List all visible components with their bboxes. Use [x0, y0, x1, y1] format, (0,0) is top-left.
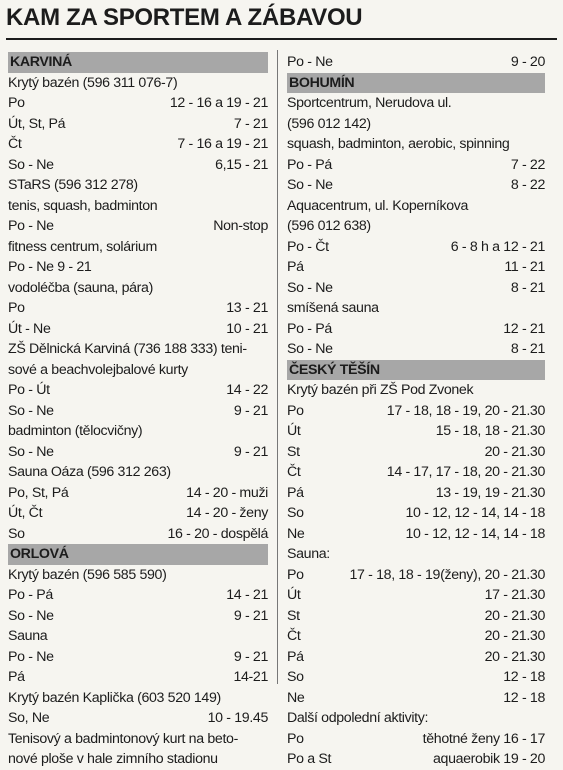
line-text: ČESKÝ TĚŠÍN: [289, 361, 380, 378]
schedule-day: So: [287, 505, 304, 521]
venue-heading: [8, 626, 268, 647]
schedule-row: [8, 524, 268, 545]
schedule-row: [287, 524, 545, 545]
line-text: fitness centrum, solárium: [8, 238, 157, 255]
line-text: badminton (tělocvičny): [8, 423, 143, 439]
right-column: [287, 52, 545, 770]
schedule-day: Út - Ne: [8, 320, 51, 337]
line-text: Sauna: [8, 628, 48, 644]
schedule-day: Pá: [287, 259, 304, 275]
schedule-day: Po - Čt: [287, 238, 329, 255]
schedule-row: [8, 380, 268, 401]
line-text: (596 012 142): [287, 115, 371, 132]
schedule-row: [287, 483, 545, 504]
schedule-row: [287, 585, 545, 606]
schedule-row: [8, 442, 268, 463]
title-rule: [6, 38, 557, 40]
schedule-hours: 20 - 21.30: [484, 628, 545, 644]
schedule-hours: 9 - 21: [233, 402, 268, 419]
schedule-hours: 10 - 12, 12 - 14, 14 - 18: [405, 505, 545, 521]
schedule-day: So: [287, 669, 304, 685]
schedule-hours: 12 - 16 a 19 - 21: [169, 95, 268, 111]
schedule-day: Čt: [287, 628, 301, 644]
schedule-day: So - Ne: [8, 402, 54, 419]
line-text: STaRS (596 312 278): [8, 177, 138, 193]
venue-heading: [287, 544, 545, 565]
schedule-day: Ne: [287, 525, 305, 542]
schedule-hours: 17 - 18, 18 - 19(ženy), 20 - 21.30: [349, 566, 545, 583]
schedule-row: [8, 134, 268, 155]
schedule-hours: 8 - 21: [510, 341, 545, 357]
schedule-row: [8, 667, 268, 688]
line-text: ZŠ Dělnická Karviná (736 188 333) teni-: [8, 341, 247, 357]
schedule-hours: 10 - 21: [226, 320, 268, 337]
schedule-row: [287, 401, 545, 422]
schedule-day: So - Ne: [8, 443, 54, 460]
schedule-day: Po - Pá: [8, 587, 53, 603]
schedule-hours: 10 - 19.45: [207, 710, 268, 726]
line-text: vodoléčba (sauna, pára): [8, 279, 153, 296]
page-title: KAM ZA SPORTEM A ZÁBAVOU: [6, 4, 363, 31]
schedule-row: [287, 319, 545, 340]
schedule-hours: 14 - 22: [226, 382, 268, 398]
schedule-row: [8, 155, 268, 176]
schedule-day: Po - Pá: [287, 320, 332, 337]
venue-heading: [8, 237, 268, 258]
schedule-hours: 13 - 21: [226, 300, 268, 316]
line-text: Tenisový a badmintonový kurt na beto-: [8, 730, 238, 747]
section-header: [287, 73, 545, 94]
schedule-hours: 20 - 21.30: [484, 443, 545, 460]
schedule-row: [8, 401, 268, 422]
schedule-day: Út, Čt: [8, 505, 43, 521]
schedule-row: [8, 298, 268, 319]
line-text: Aquacentrum, ul. Koperníkova: [287, 197, 469, 214]
venue-heading: [287, 93, 545, 114]
schedule-hours: 9 - 20: [510, 54, 545, 70]
schedule-hours: 8 - 21: [510, 279, 545, 296]
schedule-row: [8, 319, 268, 340]
schedule-day: Po - Út: [8, 382, 50, 398]
schedule-hours: 11 - 21: [504, 259, 545, 275]
venue-heading: [8, 278, 268, 299]
venue-heading: [8, 421, 268, 442]
schedule-row: [287, 626, 545, 647]
schedule-row: [287, 749, 545, 770]
venue-heading: [287, 134, 545, 155]
venue-heading: [8, 729, 268, 750]
line-text: Krytý bazén Kaplička (603 520 149): [8, 689, 221, 706]
schedule-row: [287, 421, 545, 442]
schedule-day: So, Ne: [8, 710, 50, 726]
line-text: Další odpolední aktivity:: [287, 710, 429, 726]
schedule-day: So - Ne: [287, 341, 333, 357]
schedule-day: St: [287, 607, 300, 624]
schedule-row: [8, 606, 268, 627]
section-header: [8, 544, 268, 565]
schedule-hours: 6,15 - 21: [215, 156, 268, 173]
schedule-row: [8, 483, 268, 504]
schedule-row: [287, 52, 545, 73]
schedule-row: [8, 216, 268, 237]
schedule-day: Po, St, Pá: [8, 484, 69, 501]
schedule-row: [287, 729, 545, 750]
line-text: Sportcentrum, Nerudova ul.: [287, 95, 452, 111]
schedule-hours: 14-21: [233, 669, 268, 685]
schedule-day: Po - Pá: [287, 156, 332, 173]
schedule-day: Po: [287, 402, 304, 419]
schedule-row: [287, 462, 545, 483]
schedule-day: Út: [287, 423, 301, 439]
schedule-day: Út: [287, 587, 301, 603]
column-divider: [277, 50, 278, 684]
section-header: [8, 52, 268, 73]
schedule-hours: 8 - 22: [510, 177, 545, 193]
schedule-row: [8, 585, 268, 606]
schedule-hours: 12 - 18: [503, 689, 545, 706]
schedule-hours: 7 - 16 a 19 - 21: [177, 136, 268, 152]
schedule-day: Čt: [8, 136, 22, 152]
venue-heading: [287, 298, 545, 319]
schedule-hours: 7 - 22: [510, 156, 545, 173]
schedule-row: [287, 339, 545, 360]
venue-heading: [8, 565, 268, 586]
schedule-day: Po - Ne: [287, 54, 333, 70]
schedule-row: [287, 257, 545, 278]
line-text: nové ploše v hale zimního stadionu: [8, 751, 218, 767]
schedule-row: [8, 257, 268, 278]
schedule-hours: 20 - 21.30: [484, 648, 545, 665]
line-text: Sauna Oáza (596 312 263): [8, 464, 171, 480]
schedule-row: [287, 503, 545, 524]
schedule-day: Po - Ne: [8, 648, 54, 665]
schedule-row: [287, 278, 545, 299]
schedule-row: [8, 114, 268, 135]
schedule-hours: 13 - 19, 19 - 21.30: [435, 484, 545, 501]
schedule-hours: 9 - 21: [233, 607, 268, 624]
section-header: [287, 360, 545, 381]
venue-heading: [287, 708, 545, 729]
schedule-hours: 14 - 20 - muži: [186, 484, 268, 501]
venue-heading: [287, 196, 545, 217]
venue-heading: [8, 462, 268, 483]
line-text: squash, badminton, aerobic, spinning: [287, 136, 510, 152]
schedule-hours: 6 - 8 h a 12 - 21: [450, 238, 545, 255]
venue-heading: [8, 175, 268, 196]
schedule-day: So - Ne: [287, 177, 333, 193]
schedule-day: Pá: [287, 484, 304, 501]
line-text: smíšená sauna: [287, 300, 379, 316]
schedule-day: So - Ne: [287, 279, 333, 296]
schedule-row: [8, 708, 268, 729]
schedule-day: Čt: [287, 464, 301, 480]
schedule-day: So: [8, 525, 25, 542]
schedule-day: Po: [8, 95, 25, 111]
schedule-day: Po - Ne: [8, 218, 54, 234]
schedule-day: St: [287, 443, 300, 460]
schedule-row: [287, 647, 545, 668]
venue-heading: [8, 749, 268, 770]
schedule-day: Po: [287, 730, 304, 747]
schedule-day: So - Ne: [8, 607, 54, 624]
schedule-hours: 17 - 18, 18 - 19, 20 - 21.30: [386, 402, 545, 419]
venue-heading: [8, 196, 268, 217]
venue-heading: [287, 380, 545, 401]
schedule-day: So - Ne: [8, 156, 54, 173]
line-text: ORLOVÁ: [10, 546, 69, 562]
schedule-hours: 17 - 21.30: [484, 587, 545, 603]
line-text: KARVINÁ: [10, 54, 72, 70]
venue-heading: [287, 216, 545, 237]
schedule-day: Po: [8, 300, 25, 316]
venue-heading: [8, 360, 268, 381]
schedule-hours: 7 - 21: [233, 115, 268, 132]
schedule-row: [287, 688, 545, 709]
schedule-row: [287, 667, 545, 688]
schedule-hours: 20 - 21.30: [484, 607, 545, 624]
line-text: Krytý bazén (596 585 590): [8, 566, 167, 583]
schedule-day: Po - Ne 9 - 21: [8, 259, 92, 275]
line-text: sové a beachvolejbalové kurty: [8, 361, 188, 378]
schedule-row: [287, 442, 545, 463]
schedule-day: Pá: [287, 648, 304, 665]
venue-heading: [8, 688, 268, 709]
schedule-hours: těhotné ženy 16 - 17: [422, 730, 545, 747]
schedule-row: [8, 93, 268, 114]
schedule-hours: 14 - 21: [226, 587, 268, 603]
line-text: Krytý bazén při ZŠ Pod Zvonek: [287, 382, 474, 398]
schedule-row: [8, 503, 268, 524]
schedule-hours: 12 - 21: [503, 320, 545, 337]
line-text: Krytý bazén (596 311 076-7): [8, 74, 178, 91]
line-text: tenis, squash, badminton: [8, 197, 158, 214]
schedule-day: Pá: [8, 669, 25, 685]
schedule-day: Út, St, Pá: [8, 115, 66, 132]
schedule-hours: 9 - 21: [233, 648, 268, 665]
venue-heading: [8, 339, 268, 360]
venue-heading: [287, 114, 545, 135]
schedule-row: [287, 175, 545, 196]
schedule-row: [287, 155, 545, 176]
schedule-day: Ne: [287, 689, 305, 706]
line-text: Sauna:: [287, 546, 330, 562]
schedule-day: Po a St: [287, 751, 332, 767]
line-text: BOHUMÍN: [289, 74, 355, 91]
schedule-hours: 16 - 20 - dospělá: [167, 525, 268, 542]
schedule-hours: aquaerobik 19 - 20: [432, 751, 545, 767]
schedule-hours: 12 - 18: [503, 669, 545, 685]
schedule-hours: 10 - 12, 12 - 14, 14 - 18: [405, 525, 545, 542]
schedule-hours: Non-stop: [213, 218, 268, 234]
schedule-row: [287, 565, 545, 586]
left-column: [8, 52, 268, 770]
schedule-hours: 14 - 17, 17 - 18, 20 - 21.30: [386, 464, 545, 480]
schedule-row: [287, 606, 545, 627]
schedule-row: [8, 647, 268, 668]
schedule-hours: 9 - 21: [233, 443, 268, 460]
schedule-hours: 14 - 20 - ženy: [186, 505, 268, 521]
line-text: (596 012 638): [287, 218, 371, 234]
schedule-hours: 15 - 18, 18 - 21.30: [435, 423, 545, 439]
venue-heading: [8, 73, 268, 94]
schedule-day: Po: [287, 566, 304, 583]
schedule-row: [287, 237, 545, 258]
